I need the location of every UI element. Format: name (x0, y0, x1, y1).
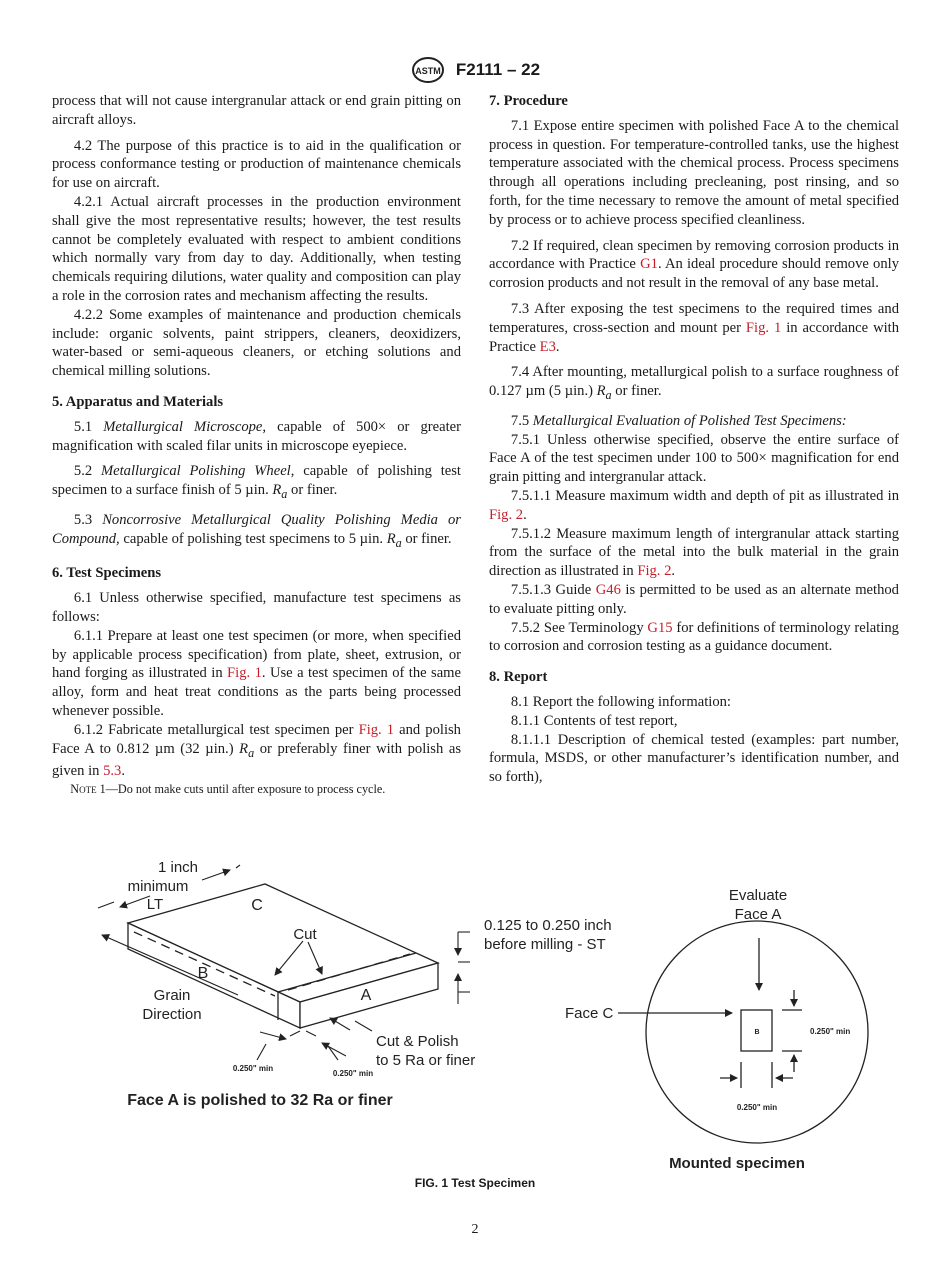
section-6-heading: 6. Test Specimens (52, 565, 162, 582)
paragraph-5-2: 5.2 Metallurgical Polishing Wheel, capable of polishing test specimen to a surface finish of 5 µin. $R_a$ or finer. (52, 463, 461, 502)
label-mounted-face-c: Face C (565, 1005, 614, 1022)
right-column (489, 92, 899, 787)
section-7-heading: 7. Procedure (489, 93, 568, 109)
fig-1-link[interactable]: Fig. 1 (745, 319, 782, 336)
note-1: Note 1—Do not make cuts until after exposure to process cycle. (70, 782, 386, 797)
document-id: F2111 – 22 (455, 60, 541, 79)
label-lt: LT (146, 896, 164, 913)
label-evaluate-face-a: Face A (734, 906, 782, 923)
label-face-b: B (197, 965, 209, 982)
paragraph-7-5-1: 7.5.1 Unless otherwise specified, observe the entire surface of Face A of the test specimen under 100 to 500× magnification for end grain pitting and intergranular attack. (489, 431, 899, 486)
paragraph-7-1: 7.1 Expose entire specimen with polished Face A to the chemical process in question. For temperature-controlled tanks, use the highest temperature associated with the chemical process. Process specimens through all operations including precleaning, post rinsing, and so forth, for the time necessary to remove the amount of metal specified by process or to achieve process specified cleanliness. (489, 117, 899, 228)
paragraph-4-2-1: 4.2.1 Actual aircraft processes in the production environment shall give the most representative results; however, the test results cannot be completely evaluated with respect to ambient conditions which normally vary from day to day. Additionally, when testing chemicals requiring dilutions, water quality and composition can play a role in the corrosion rates and mechanism affecting the results. (52, 193, 461, 304)
paragraph-6-1-2: 6.1.2 Fabricate metallurgical test specimen per Fig. 1 and polish Face A to 0.812 µm (32 µin.) $R_a$ or preferably finer with polish as given in 5.3. (52, 721, 462, 780)
section-5-heading: 5. Apparatus and Materials (52, 393, 224, 410)
fig-2-link[interactable]: Fig. 2 (637, 563, 672, 580)
label-face-a-polished: Face A is polished to 32 Ra or finer (127, 1092, 393, 1109)
left-column (52, 92, 461, 797)
paragraph-7-5-1-2: 7.5.1.2 Measure maximum length of intergranular attack starting from the surface of the metal into the bulk material in the grain direction as illustrated in Fig. 2. (489, 525, 899, 580)
paragraph-6-1-1: 6.1.1 Prepare at least one test specimen (or more, when specified by applicable process specification) from plate, sheet, extrusion, or hand forging as illustrated in Fig. 1. Use a test specimen of the same alloy, form and heat treat conditions as the parts being processed whenever possible. (52, 627, 462, 719)
paragraph-7-5-1-1: 7.5.1.1 Measure maximum width and depth of pit as illustrated in Fig. 2. (489, 488, 899, 523)
label-min-1: 0.250" min (232, 1064, 274, 1073)
page-number: 2 (471, 1222, 479, 1237)
paragraph-7-5-2: 7.5.2 See Terminology G15 for definitions of terminology relating to corrosion and corrosion testing as a guidance document. (489, 619, 899, 655)
e3-link[interactable]: E3 (539, 338, 556, 355)
paragraph-7-3: 7.3 After exposing the test specimens to the required times and temperatures, cross-section and mount per Fig. 1 in accordance with Practice E3. (489, 300, 900, 355)
label-cut-polish-line1: Cut & Polish (376, 1033, 459, 1050)
paragraph-7-5: 7.5 Metallurgical Evaluation of Polished Test Specimens: (510, 412, 847, 429)
page-header (0, 56, 950, 89)
label-cut: Cut (293, 926, 317, 943)
label-st-line2: before milling - ST (484, 936, 606, 953)
paragraph-8-1-1: 8.1.1 Contents of test report, (510, 712, 678, 729)
label-face-a: A (360, 987, 372, 1004)
paragraph-8-1-1-1: 8.1.1.1 Description of chemical tested (examples: part number, formula, MSDS, or other manufacturer’s identification number, and so forth), (489, 731, 899, 786)
paragraph-4-2: 4.2 The purpose of this practice is to aid in the qualification or process conformance testing or production of maintenance chemicals for use on aircraft. (52, 137, 461, 192)
fig-1-link[interactable]: Fig. 1 (227, 665, 262, 682)
label-minimum: minimum (127, 878, 189, 895)
g46-link[interactable]: G46 (595, 582, 621, 599)
figure-caption: FIG. 1 Test Specimen (414, 1176, 536, 1190)
paragraph-7-2: 7.2 If required, clean specimen by removing corrosion products in accordance with Practice G1. An ideal procedure should remove only corrosion products and not result in the removal of any base metal. (489, 237, 899, 292)
paragraph-5-1: 5.1 Metallurgical Microscope, capable of 500× or greater magnification with scaled filar units in microscope eyepiece. (52, 418, 461, 454)
figure-1-test-specimen (60, 850, 890, 1190)
label-min-3: 0.250" min (810, 1027, 851, 1036)
label-min-4: 0.250" min (736, 1103, 778, 1112)
label-direction: Direction (142, 1006, 202, 1023)
fig-1-link[interactable]: Fig. 1 (358, 721, 395, 738)
label-min-2: 0.250" min (332, 1069, 374, 1078)
paragraph-6-1: 6.1 Unless otherwise specified, manufacture test specimens as follows: (52, 590, 461, 625)
label-face-c: C (251, 897, 263, 914)
g15-link[interactable]: G15 (647, 619, 673, 636)
paragraph-4-1-continued: process that will not cause intergranular attack or end grain pitting on aircraft alloys. (52, 93, 461, 128)
paragraph-4-2-2: 4.2.2 Some examples of maintenance and production chemicals include: organic solvents, paint strippers, cleaners, deoxidizers, water-based or semi-aqueous cleaners, or etching solutions and chemical milling solutions. (52, 306, 461, 380)
g1-link[interactable]: G1 (640, 256, 658, 273)
label-st-line1: 0.125 to 0.250 inch (484, 917, 612, 934)
paragraph-8-1: 8.1 Report the following information: (510, 694, 731, 711)
label-mounted-specimen: Mounted specimen (669, 1155, 805, 1172)
paragraph-7-4: 7.4 After mounting, metallurgical polish to a surface roughness of 0.127 µm (5 µin.) $R_a$ or finer. (489, 364, 899, 403)
label-evaluate: Evaluate (728, 887, 788, 904)
label-1-inch: 1 inch (157, 859, 199, 876)
section-5-3-link[interactable]: 5.3 (103, 763, 122, 780)
section-8-heading: 8. Report (489, 669, 548, 686)
label-grain: Grain (153, 987, 191, 1004)
fig-2-link[interactable]: Fig. 2 (489, 506, 524, 523)
paragraph-5-3: 5.3 Noncorrosive Metallurgical Quality Polishing Media or Compound, capable of polishing test specimens to 5 µin. $R_a$ or finer. (52, 511, 461, 550)
svg-text:ASTM: ASTM (415, 66, 441, 76)
label-cut-polish-line2: to 5 Ra or finer (376, 1052, 476, 1069)
astm-logo-icon (410, 56, 450, 84)
paragraph-7-5-1-3: 7.5.1.3 Guide G46 is permitted to be used as an alternate method to evaluate pitting only. (489, 582, 899, 617)
label-box-b: B (754, 1029, 760, 1036)
